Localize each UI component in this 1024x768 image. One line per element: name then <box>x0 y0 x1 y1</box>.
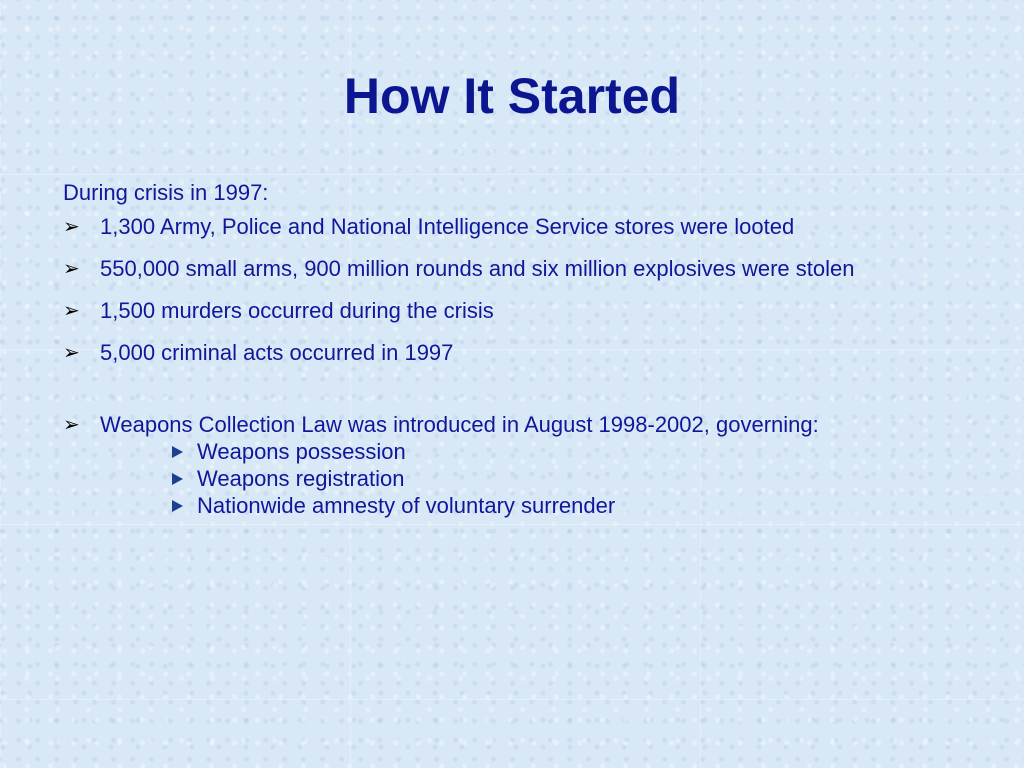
sub-bullet-item <box>169 438 963 465</box>
bullet-item <box>63 256 963 282</box>
triangle-bullet-icon <box>172 446 183 458</box>
slide-title: How It Started <box>343 68 681 124</box>
triangle-bullet-icon <box>172 500 183 512</box>
bullet-text: 1,500 murders occurred during the crisis <box>100 298 494 323</box>
bullet-text: Weapons Collection Law was introduced in August 1998-2002, governing: <box>100 412 819 437</box>
slide-body <box>63 180 963 519</box>
arrow-bullet-icon: ➢ <box>63 414 80 436</box>
sub-bullet-item <box>169 492 963 519</box>
sub-bullet-text: Weapons possession <box>197 439 406 464</box>
sub-bullet-text: Weapons registration <box>197 466 405 491</box>
arrow-bullet-icon: ➢ <box>63 216 80 238</box>
bullet-text: 5,000 criminal acts occurred in 1997 <box>100 340 454 365</box>
arrow-bullet-icon: ➢ <box>63 342 80 364</box>
bullet-item <box>63 298 963 324</box>
sub-bullet-text: Nationwide amnesty of voluntary surrender <box>197 493 616 518</box>
intro-text: During crisis in 1997: <box>63 180 269 205</box>
arrow-bullet-icon: ➢ <box>63 300 80 322</box>
bullet-item <box>63 412 963 438</box>
triangle-bullet-icon <box>172 473 183 485</box>
bullet-text: 1,300 Army, Police and National Intelligence Service stores were looted <box>100 214 795 239</box>
bullet-text: 550,000 small arms, 900 million rounds and six million explosives were stolen <box>100 256 855 281</box>
bullet-item <box>63 214 963 240</box>
sub-bullet-item <box>169 465 963 492</box>
sub-bullet-list <box>63 438 963 519</box>
arrow-bullet-icon: ➢ <box>63 258 80 280</box>
bullet-item <box>63 340 963 366</box>
